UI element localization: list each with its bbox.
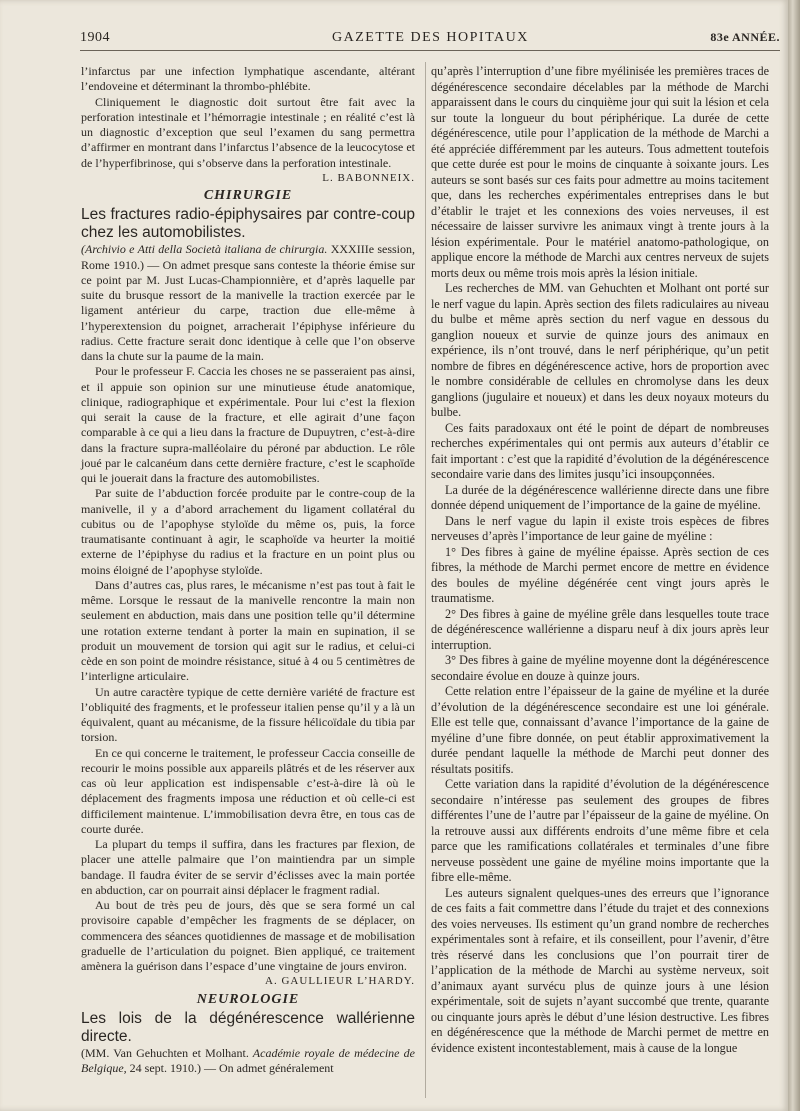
- article-headline: Les fractures radio-épiphysaires par contre-coup chez les automobilistes.: [81, 206, 415, 242]
- paragraph: Cette variation dans la rapidité d’évolution de la dégénérescence secondaire n’intéresse pas seulement des groupes de fibres différentes l’une de l’autre par l’épaisseur de la gaine de myéline. On la retrouve aussi aux différents endroits d’une même fibre et cela parce que les ramifications collatérales et terminales d’une fibre nerveuse possèdent une gaine de myéline moins importante que la fibre elle-même.: [431, 777, 769, 884]
- paragraph: qu’après l’interruption d’une fibre myélinisée les premières traces de dégénérescence secondaire décelables par la méthode de Marchi apparaissent dans le cours du cinquième jour qui suit la lésion et cela sur toute la longueur du bout périphérique. La durée de cette dégénérescence, utile pour l’application de la méthode de Marchi a été appréciée différemment par les auteurs. Tous admettent toutefois que cette durée est pour le moins de cinquante à soixante jours. Les auteurs se sont basés sur ces faits pour admettre au moins tacitement que, dans les recherches expérimentales entreprises dans le but d’établir le trajet et les connexions des voies nerveuses, il est nécessaire de laisser survivre les animaux vingt à trente jours à la lésion expérimentale. Pour le matériel anatomo-pathologique, on applique encore la méthode de Marchi aux centres nerveux de sujets morts deux ou même trois mois après la lésion initiale.: [431, 64, 769, 280]
- list-item: 3° Des fibres à gaine de myéline moyenne dont la dégénérescence secondaire évolue en douze à quinze jours.: [431, 653, 769, 683]
- source-citation: (Archivio e Atti della Società italiana de chirurgia.: [81, 242, 328, 257]
- page-edge: [788, 0, 800, 1111]
- column-divider: [425, 62, 426, 1098]
- right-column: [431, 64, 769, 1056]
- section-heading-neurologie: NEUROLOGIE: [196, 991, 300, 1007]
- page-number: 1904: [80, 30, 110, 45]
- page-header: [80, 24, 780, 46]
- paragraph: Cette relation entre l’épaisseur de la gaine de myéline et la durée d’évolution de la dégénérescence secondaire est une loi générale. Elle est telle que, connaissant d’avance l’importance de la gaine de myéline d’une fibre donnée, on peut établir approximativement la durée pendant laquelle la méthode de Marchi peut donner des résultats positifs.: [431, 684, 769, 776]
- article-lead: [81, 242, 415, 364]
- paragraph: Les auteurs signalent quelques-unes des erreurs que l’ignorance de ces faits a fait commettre dans l’étude du trajet et des connexions des voies nerveuses. Ils estiment qu’un grand nombre de recherches expérimentales sont à refaire, et ils conseillent, pour l’avenir, d’être très réservé dans les conclusions que l’on pourrait tirer de l’application de la méthode de Marchi au système nerveux, soit d’animaux ayant survécu plus de quinze jours à une lésion expérimentale, soit de sujets n’ayant succombé que trente, quarante ou cinquante jours après le début d’une lésion destructive. Les fibres en dégénérescence que la méthode de Marchi permet de mettre en évidence existent incontestablement, mais à cause de la longue: [431, 885, 769, 1055]
- lead-text: 24 sept. 1910.) — On admet généralement: [126, 1061, 334, 1075]
- paragraph: Ces faits paradoxaux ont été le point de départ de nombreuses recherches expérimentales qui ont permis aux auteurs d’établir ce fait important : c’est que la rapidité d’évolution de la dégénérescence secondaire varie dans des limites jusqu’ici insoupçonnées.: [431, 420, 769, 481]
- section-heading-chirurgie: CHIRURGIE: [203, 188, 293, 203]
- author-signature: L. BABONNEIX.: [322, 171, 415, 184]
- header-rule: [80, 50, 780, 51]
- paragraph: Les recherches de MM. van Gehuchten et Molhant ont porté sur le nerf vague du lapin. Après section des filets radiculaires au niveau du bulbe et même après section du nerf vague en dessous du ganglion noueux et survie de quinze jours des animaux en expérience, ils n’ont trouvé, dans le nerf périphérique, qu’un petit nombre de fibres en dégénérescence active, hors de proportion avec le nombre considérable de cellules en chromolyse dans les deux ganglions (jugulaire et noueux) et dans les deux noyaux moteurs du bulbe.: [431, 281, 769, 419]
- paragraph: Dans d’autres cas, plus rares, le mécanisme n’est pas tout à fait le même. Lorsque le ressaut de la manivelle rencontre la main non seulement en abduction, mais dans une position telle qu’il détermine une rotation externe tendant à porter la main en supination, il se produit un mouvement de torsion qui agit sur le radius, et celui-ci cède en son point de moindre résistance, situé à 4 ou 5 centimètres de l’interligne articulaire.: [81, 577, 415, 684]
- article-lead: [81, 1046, 415, 1077]
- paragraph: l’infarctus par une infection lymphatique ascendante, altérant l’endoveine et déterminant la thrombo-phlébite.: [81, 64, 415, 94]
- source-authors: (MM. Van Gehuchten et Molhant.: [81, 1045, 249, 1060]
- lead-text: XXXIIIe session, Rome 1910.) — On admet presque sans conteste la théorie émise sur ce point par M. Just Lucas-Championnière, et d’après laquelle par suite du brusque ressort de la manivelle la traction exercée par le ligament antérieur du carpe, traction due elle-même à l’hyperextension du poignet, arracherait l’épiphyse inférieure du radius. Cette fracture serait donc identique à celle que l’on observe dans la chute sur la paume de la main.: [81, 242, 416, 363]
- paragraph: La plupart du temps il suffira, dans les fractures par flexion, de placer une attelle palmaire que l’on maintiendra par un simple bandage. Il faudra éviter de se servir d’éclisses avec la main portée en abduction, car on pourrait ainsi déplacer le fragment radial.: [81, 837, 415, 897]
- paragraph: Au bout de très peu de jours, dès que se sera formé un cal provisoire capable d’empêcher les fragments de se déplacer, on commencera des séances quotidiennes de massage et de mobilisation graduelle de l’articulation du poignet. Bien appliqué, ce traitement amènera la guérison dans l’espace d’une vingtaine de jours environ.: [81, 898, 415, 973]
- source-citation: Académie royale de médecine de Belgique,: [81, 1045, 415, 1075]
- volume-label: 83e ANNÉE.: [710, 30, 780, 44]
- paragraph: En ce qui concerne le traitement, le professeur Caccia conseille de recourir le moins possible aux appareils plâtrés et de les réserver aux cas où leur application est indispensable c’est-à-dire là où le déplacement des fragments imposa une réduction et où celle-ci est difficilement maintenue. L’immobilisation devra être, en tous cas de courte durée.: [81, 745, 415, 836]
- list-item: 2° Des fibres à gaine de myéline grêle dans lesquelles toute trace de dégénérescence wallérienne a disparu neuf à dix jours après leur interruption.: [431, 606, 769, 652]
- paragraph: Un autre caractère typique de cette dernière variété de fracture est l’obliquité des fragments, et le professeur italien pense qu’il y a là un équivalent, quant au mécanisme, de la fissure hélicoïdale du tibia par torsion.: [81, 684, 415, 745]
- paragraph: Par suite de l’abduction forcée produite par le contre-coup de la manivelle, il y a d’abord arrachement du ligament collatéral du cubitus ou de l’apophyse styloïde du même os, puis, la force traumatisante continuant à agir, le scaphoïde va heurter la moitié externe de l’épiphyse du radius et la fracture en un point plus ou moins éloigné de l’apophyse styloïde.: [81, 486, 415, 577]
- paragraph: Cliniquement le diagnostic doit surtout être fait avec la perforation intestinale et l’hémorragie intestinale ; en réalité c’est là un diagnostic d’exception que seul l’examen du sang permettra d’affirmer en montrant dans l’infarctus l’absence de la leucocytose et de l’hyperfibrinose, qui s’observe dans la perforation intestinale.: [81, 94, 415, 170]
- journal-title: GAZETTE DES HOPITAUX: [332, 30, 529, 45]
- paragraph: Pour le professeur F. Caccia les choses ne se passeraient pas ainsi, et il appuie son opinion sur une minutieuse étude anatomique, clinique, radiographique et expérimentale. Pour lui c’est la flexion qui serait la cause de la fracture, et elle agirait d’une façon comparable à ce qui a lieu dans la fracture de Dupuytren, c’est-à-dire dans la fracture supra-malléolaire du péroné par abduction. Le rôle joué par le calcanéum dans cette dernière fracture, c’est le scaphoïde qui le jouerait dans la fracture des automobilistes.: [81, 364, 415, 485]
- article-headline: Les lois de la dégénérescence wallérienne directe.: [81, 1009, 415, 1045]
- author-signature: A. GAULLIEUR L’HARDY.: [265, 975, 415, 988]
- paragraph: Dans le nerf vague du lapin il existe trois espèces de fibres nerveuses d’après l’importance de leur gaine de myéline :: [431, 513, 769, 543]
- left-column: [81, 64, 415, 1076]
- list-item: 1° Des fibres à gaine de myéline épaisse. Après section de ces fibres, la méthode de Marchi permet encore de mettre en évidence des boules de myéline dégénérée cent vingt jours après le traumatisme.: [431, 544, 769, 605]
- paragraph: La durée de la dégénérescence wallérienne directe dans une fibre donnée dépend uniquement de l’importance de la gaine de myéline.: [431, 482, 769, 512]
